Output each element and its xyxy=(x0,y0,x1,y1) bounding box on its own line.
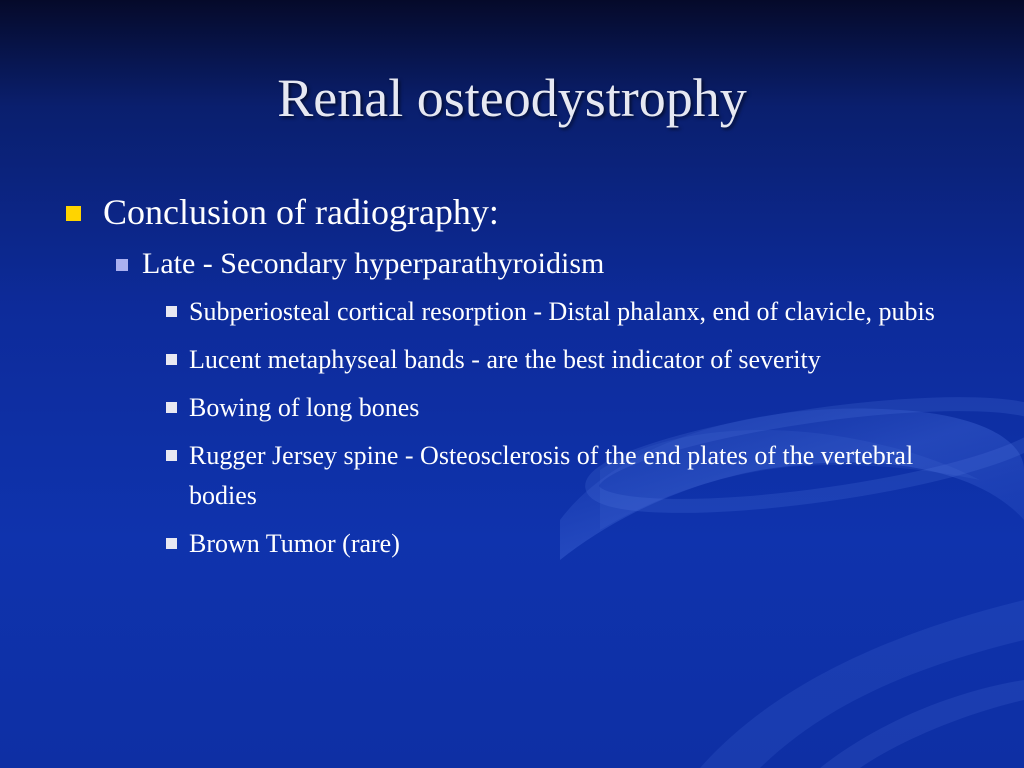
bullet-level3-text: Brown Tumor (rare) xyxy=(189,529,400,558)
white-square-bullet-icon xyxy=(166,402,177,413)
white-square-bullet-icon xyxy=(166,306,177,317)
bullet-level3-item xyxy=(166,524,962,564)
white-square-bullet-icon xyxy=(166,354,177,365)
white-square-bullet-icon xyxy=(166,450,177,461)
bullet-level3-text: Lucent metaphyseal bands - are the best indicator of severity xyxy=(189,345,821,374)
bullet-level1-text: Conclusion of radiography: xyxy=(103,192,499,232)
bullet-level3-item xyxy=(166,292,962,332)
bullet-level3-item xyxy=(166,388,962,428)
slide-content xyxy=(62,188,962,564)
slide-title: Renal osteodystrophy xyxy=(277,68,747,128)
bullet-level3-item xyxy=(166,340,962,380)
bullet-level3-text: Subperiosteal cortical resorption - Distal phalanx, end of clavicle, pubis xyxy=(189,297,935,326)
bullet-level2 xyxy=(116,244,962,284)
yellow-square-bullet-icon xyxy=(66,206,81,221)
bullet-level1 xyxy=(62,188,962,236)
white-square-bullet-icon xyxy=(166,538,177,549)
bullet-level3-text: Bowing of long bones xyxy=(189,393,420,422)
lavender-square-bullet-icon xyxy=(116,259,128,271)
bullet-level3-text: Rugger Jersey spine - Osteosclerosis of the end plates of the vertebral bodies xyxy=(189,441,914,510)
bullet-level3-item xyxy=(166,436,962,516)
bullet-level2-text: Late - Secondary hyperparathyroidism xyxy=(142,247,605,280)
